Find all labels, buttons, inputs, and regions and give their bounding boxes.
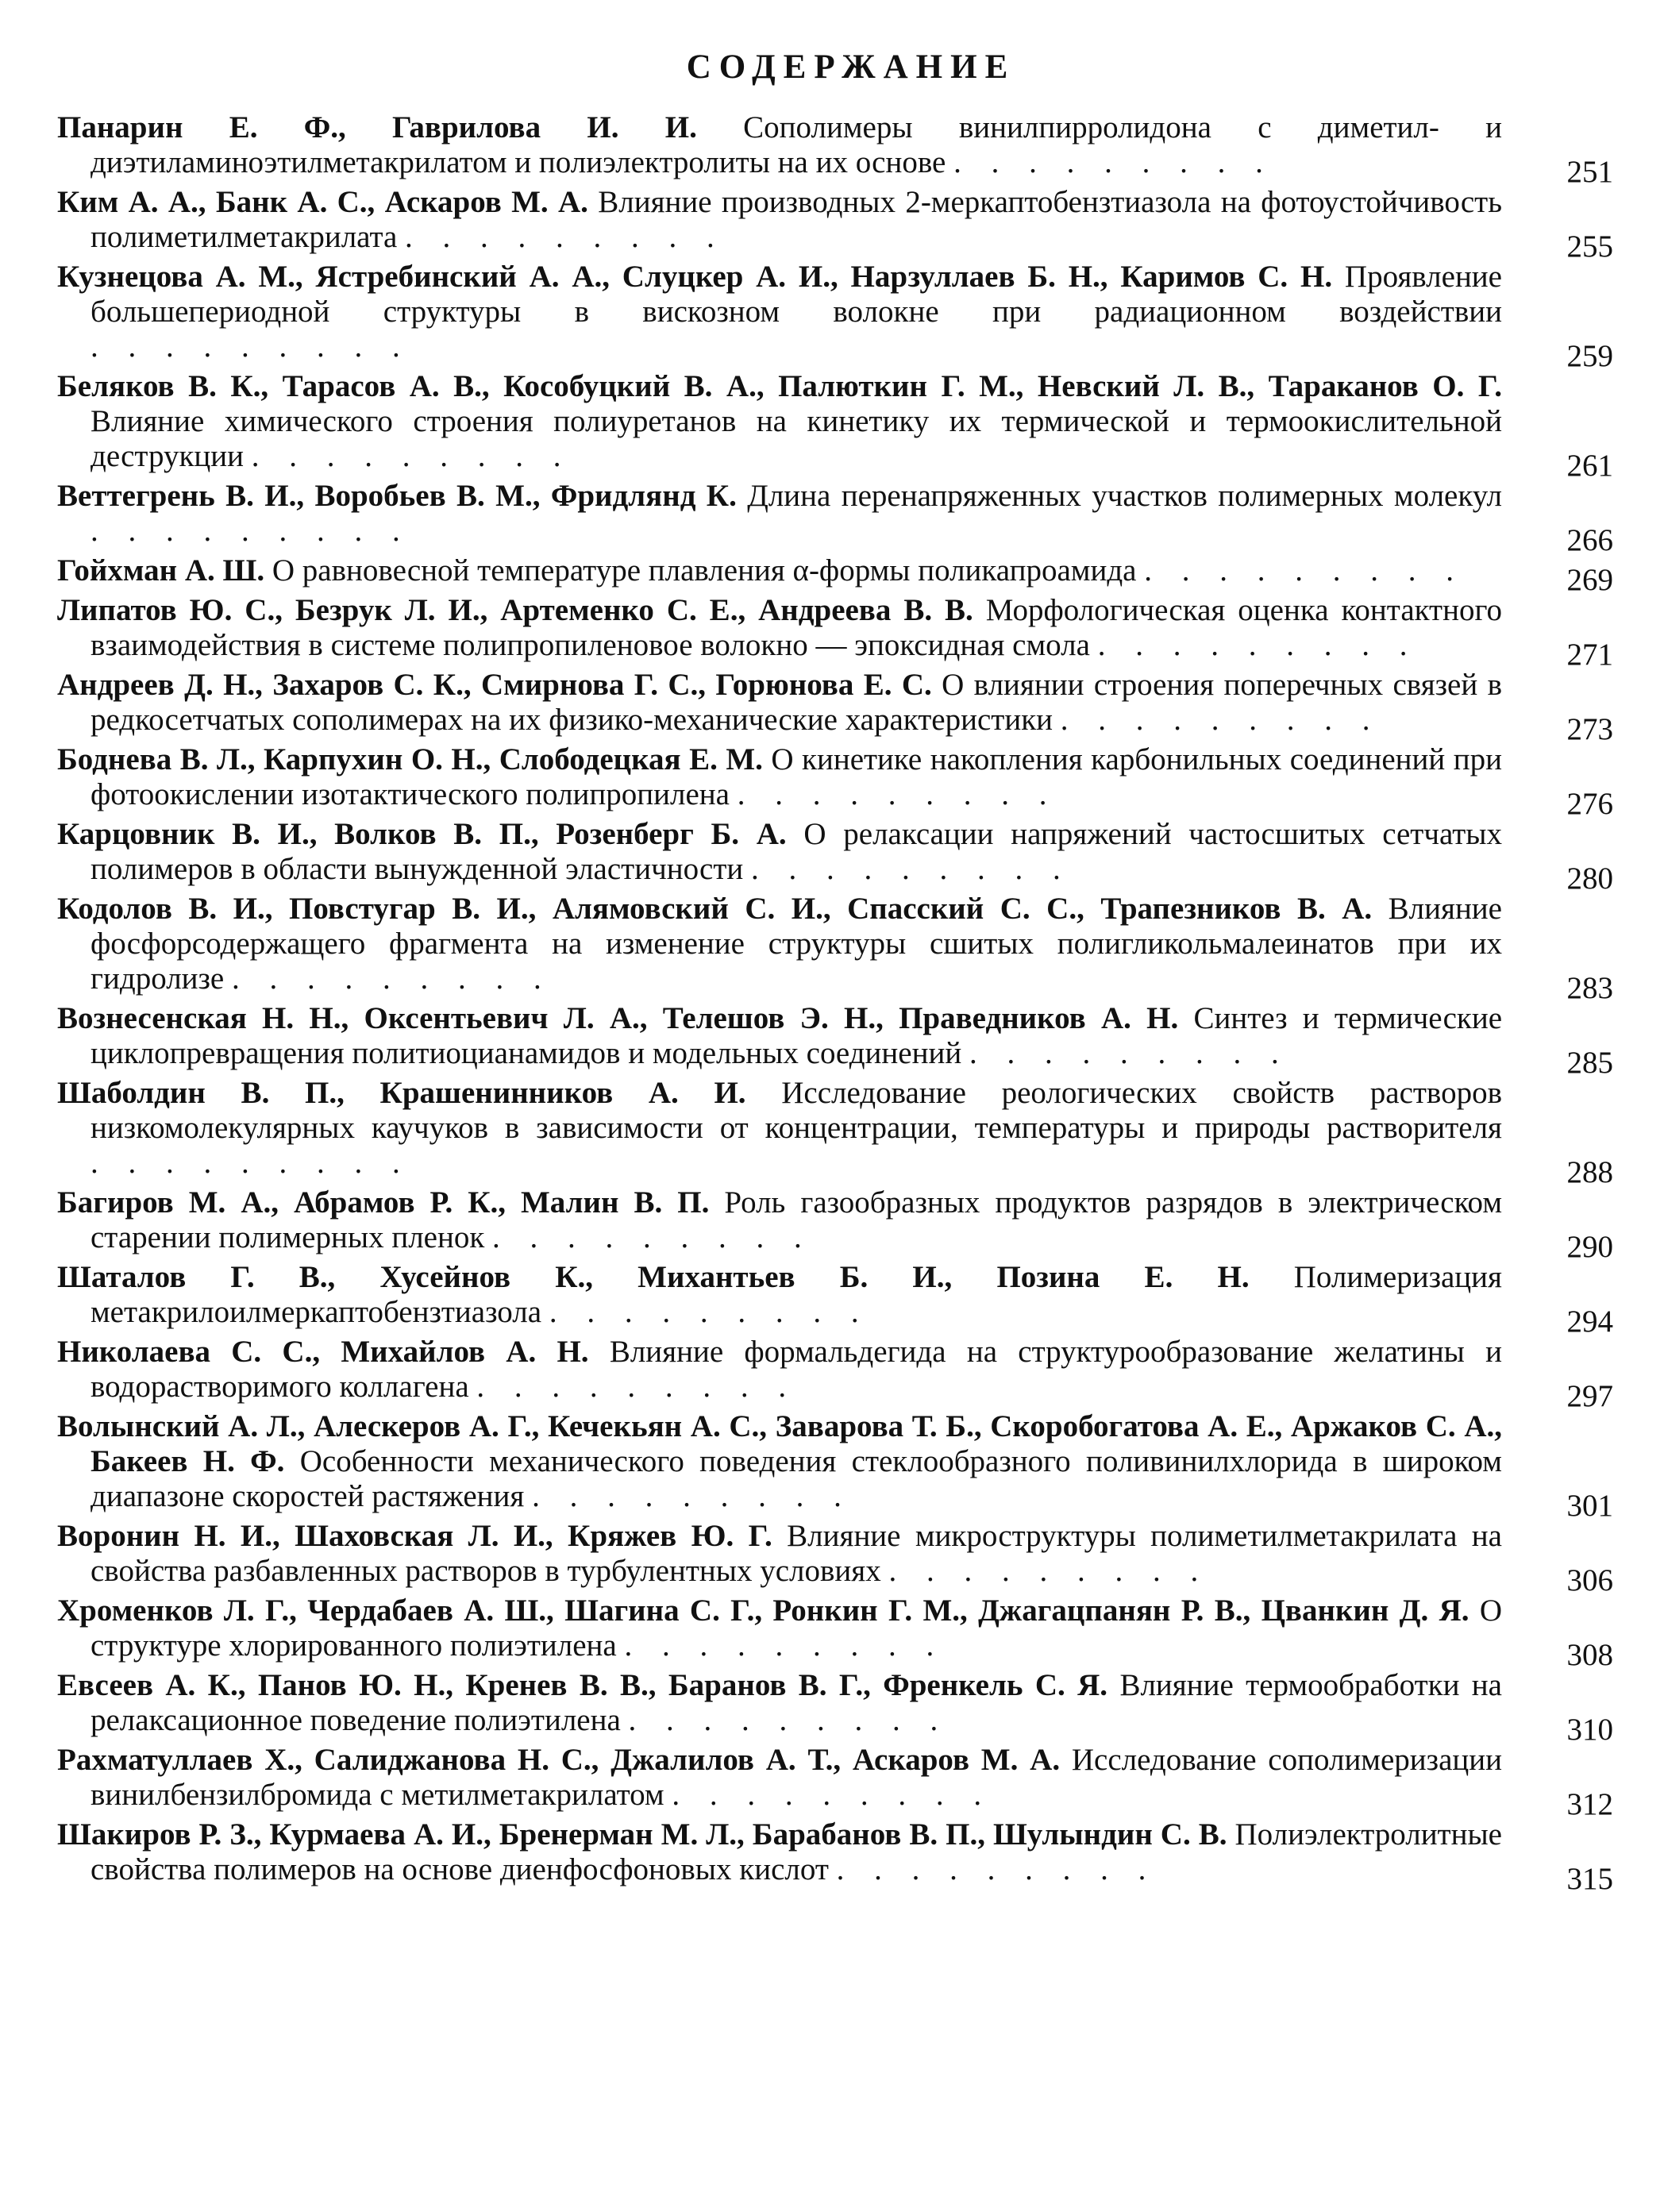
toc-entry-title: Полимеризация метакрилоилмеркаптобензтиазола [91,1260,1502,1329]
toc-entry-title: Полиэлектролитные свойства полимеров на основе диенфосфоновых кислот [91,1817,1502,1886]
toc-entry-text [57,1185,1502,1255]
dot-leader: . . . . . . . . . [737,777,1058,811]
toc-entry [57,1519,1613,1597]
toc-entry-text [57,1409,1502,1514]
toc-entry [57,1001,1613,1080]
dot-leader: . . . . . . . . . [492,1220,813,1254]
toc-entry [57,1817,1613,1896]
toc-entry-authors: Хроменков Л. Г., Чердабаев А. Ш., Шагина С. Г., Ронкин Г. М., Джагацпанян Р. В., Цванкин Д. Я. [57,1593,1469,1628]
dot-leader: . . . . . . . . . [836,1852,1157,1886]
toc-entry-title: О структуре хлорированного полиэтилена [91,1593,1503,1663]
dot-leader: . . . . . . . . . [549,1295,870,1329]
toc-entry-title: Влияние производных 2-меркаптобензтиазола на фотоустойчивость полиметилметакрилата [91,185,1503,254]
toc-entry-authors: Шаболдин В. П., Крашенинников А. И. [57,1076,746,1110]
toc-entry-page: 269 [1566,563,1613,597]
toc-entry-authors: Гойхман А. Ш. [57,553,265,588]
toc-entry-title: Длина перенапряженных участков полимерных молекул [747,479,1502,513]
toc-entry-text [57,742,1502,812]
toc-entry [57,110,1613,189]
toc-entry-authors: Рахматуллаев Х., Салиджанова Н. С., Джалилов А. Т., Аскаров М. А. [57,1743,1061,1777]
toc-entry-text [57,260,1502,364]
toc-entry-text [57,1076,1502,1181]
toc-entry-text [57,668,1502,738]
toc-entry-text [57,110,1502,180]
toc-entry-authors: Ким А. А., Банк А. С., Аскаров М. А. [57,185,588,219]
toc-entry-authors: Андреев Д. Н., Захаров С. К., Смирнова Г. С., Горюнова Е. С. [57,668,932,702]
dot-leader: . . . . . . . . . [232,961,553,996]
toc-entry-page: 273 [1566,712,1613,746]
dot-leader: . . . . . . . . . [251,439,572,473]
toc-entry [57,1260,1613,1339]
toc-entry-page: 301 [1566,1489,1613,1523]
toc-entry [57,1409,1613,1523]
toc-entry-text [57,892,1502,996]
toc-entry-text [57,369,1502,474]
dot-leader: . . . . . . . . . [91,514,411,548]
dot-leader: . . . . . . . . . [405,220,726,254]
toc-entry-text [57,1743,1502,1813]
toc-entry-page: 261 [1566,449,1613,483]
toc-entry-page: 290 [1566,1230,1613,1264]
toc-entry-authors: Кодолов В. И., Повстугар В. И., Алямовский С. И., Спасский С. С., Трапезников В. А. [57,892,1373,926]
toc-entry-title: Морфологическая оценка контактного взаимодействия в системе полипропиленовое волокно — эпоксидная смола [91,593,1502,662]
toc-entry-title: О влиянии строения поперечных связей в редкосетчатых сополимерах на их физико-механические характеристики [91,668,1503,737]
toc-entry-page: 285 [1566,1046,1613,1080]
toc-entry-title: Роль газообразных продуктов разрядов в электрическом старении полимерных пленок [91,1185,1502,1254]
dot-leader: . . . . . . . . . [532,1479,853,1513]
toc-entry-page: 294 [1566,1304,1613,1339]
toc-entry [57,260,1613,373]
toc-entry [57,369,1613,483]
toc-entry-authors: Шаталов Г. В., Хусейнов К., Михантьев Б. И., Позина Е. Н. [57,1260,1250,1294]
dot-leader: . . . . . . . . . [624,1628,946,1663]
toc-entry-title: Синтез и термические циклопревращения политиоцианамидов и модельных соединений [91,1001,1503,1070]
toc-entry-page: 280 [1566,861,1613,896]
toc-entry-title: Влияние микроструктуры полиметилметакрилата на свойства разбавленных растворов в турбулентных условиях [91,1519,1502,1588]
toc-entry-page: 297 [1566,1379,1613,1413]
dot-leader: . . . . . . . . . [672,1778,993,1812]
toc-entry-text [57,1001,1502,1071]
toc-entry-page: 271 [1566,638,1613,672]
toc-entry-page: 308 [1566,1638,1613,1672]
dot-leader: . . . . . . . . . [628,1703,949,1737]
toc-entry [57,1076,1613,1189]
toc-entry-text [57,1817,1502,1887]
toc-entry-page: 288 [1566,1155,1613,1189]
toc-entry-authors: Боднева В. Л., Карпухин О. Н., Слободецкая Е. М. [57,742,763,777]
toc-entry-authors: Николаева С. С., Михайлов А. Н. [57,1335,589,1369]
toc-entry [57,1668,1613,1747]
toc-entry-authors: Веттегрень В. И., Воробьев В. М., Фридлянд К. [57,479,737,513]
toc-entry-text [57,479,1502,549]
toc-entry-title: Исследование сополимеризации винилбензилбромида с метилметакрилатом [91,1743,1503,1812]
toc-entry-page: 312 [1566,1787,1613,1821]
toc-entry-authors: Вознесенская Н. Н., Оксентьевич Л. А., Телешов Э. Н., Праведников А. Н. [57,1001,1179,1035]
dot-leader: . . . . . . . . . [1144,553,1465,588]
toc-entry [57,479,1613,557]
toc-entry [57,1743,1613,1821]
table-of-contents [57,110,1613,1896]
toc-entry-title: Исследование реологических свойств растворов низкомолекулярных каучуков в зависимости от концентрации, температуры и природы растворителя [91,1076,1502,1145]
toc-entry-authors: Липатов Ю. С., Безрук Л. И., Артеменко С. Е., Андреева В. В. [57,593,973,627]
toc-entry-text [57,553,1502,588]
toc-entry-page: 251 [1566,155,1613,189]
toc-entry-authors: Шакиров Р. З., Курмаева А. И., Бренерман М. Л., Барабанов В. П., Шулындин С. В. [57,1817,1227,1852]
toc-entry-page: 276 [1566,787,1613,821]
toc-entry [57,892,1613,1005]
toc-entry-page: 315 [1566,1862,1613,1896]
toc-entry-text [57,593,1502,663]
toc-entry-page: 259 [1566,339,1613,373]
toc-entry-authors: Панарин Е. Ф., Гаврилова И. И. [57,110,697,145]
dot-leader: . . . . . . . . . [91,1146,411,1180]
toc-entry [57,185,1613,264]
toc-entry-title: Проявление большепериодной структуры в вискозном волокне при радиационном воздействии [91,260,1502,329]
toc-entry-title: Влияние формальдегида на структурообразование желатины и водорастворимого коллагена [91,1335,1503,1404]
toc-entry [57,593,1613,672]
toc-entry-authors: Евсеев А. К., Панов Ю. Н., Кренев В. В., Баранов В. Г., Френкель С. Я. [57,1668,1108,1702]
toc-entry-title: Влияние термообработки на релаксационное поведение полиэтилена [91,1668,1502,1737]
toc-entry-title: Особенности механического поведения стеклообразного поливинилхлорида в широком диапазоне скоростей растяжения [91,1444,1502,1513]
dot-leader: . . . . . . . . . [751,852,1072,886]
dot-leader: . . . . . . . . . [1097,628,1419,662]
contents-page [57,48,1613,1896]
toc-entry [57,668,1613,746]
dot-leader: . . . . . . . . . [476,1370,798,1404]
toc-entry-page: 310 [1566,1713,1613,1747]
toc-entry-title: О кинетике накопления карбонильных соединений при фотоокислении изотактического полипропилена [91,742,1503,811]
dot-leader: . . . . . . . . . [953,145,1274,179]
toc-entry [57,817,1613,896]
dot-leader: . . . . . . . . . [969,1036,1290,1070]
toc-entry-page: 306 [1566,1563,1613,1597]
toc-entry-authors: Багиров М. А., Абрамов Р. К., Малин В. П. [57,1185,710,1220]
toc-entry-text [57,817,1502,887]
toc-entry-title: Сополимеры винилпирролидона с диметил- и диэтиламиноэтилметакрилатом и полиэлектролиты на их основе [91,110,1503,179]
toc-entry-page: 283 [1566,971,1613,1005]
toc-entry [57,553,1613,597]
toc-entry-text [57,185,1502,255]
toc-entry-text [57,1668,1502,1738]
toc-entry-authors: Волынский А. Л., Алескеров А. Г., Кечекьян А. С., Заварова Т. Б., Скоробогатова А. Е., Аржаков С. А., Бакеев Н. Ф. [57,1409,1502,1478]
dot-leader: . . . . . . . . . [888,1554,1210,1588]
toc-entry [57,1335,1613,1413]
dot-leader: . . . . . . . . . [91,329,411,364]
toc-entry-text [57,1519,1502,1589]
toc-entry [57,1185,1613,1264]
toc-entry-title: Влияние химического строения полиуретанов на кинетику их термической и термоокислительной деструкции [91,404,1502,473]
toc-entry-title: Влияние фосфорсодержащего фрагмента на изменение структуры сшитых полигликольмалеинатов при их гидролизе [91,892,1502,996]
toc-entry-authors: Беляков В. К., Тарасов А. В., Кособуцкий В. А., Палюткин Г. М., Невский Л. В., Тараканов О. Г. [57,369,1502,403]
toc-entry-title: О релаксации напряжений частосшитых сетчатых полимеров в области вынужденной эластичности [91,817,1503,886]
toc-entry-text [57,1335,1502,1405]
toc-entry [57,1593,1613,1672]
toc-entry-text [57,1593,1502,1663]
dot-leader: . . . . . . . . . [1060,703,1381,737]
toc-entry [57,742,1613,821]
page-title: СОДЕРЖАНИЕ [686,48,1016,86]
toc-entry-title: О равновесной температуре плавления α-формы поликапроамида [272,553,1137,588]
toc-entry-authors: Карцовник В. И., Волков В. П., Розенберг Б. А. [57,817,787,851]
toc-entry-text [57,1260,1502,1330]
toc-entry-authors: Воронин Н. И., Шаховская Л. И., Кряжев Ю. Г. [57,1519,772,1553]
toc-entry-page: 266 [1566,523,1613,557]
toc-entry-page: 255 [1566,229,1613,264]
toc-entry-authors: Кузнецова А. М., Ястребинский А. А., Слуцкер А. И., Нарзуллаев Б. Н., Каримов С. Н. [57,260,1333,294]
